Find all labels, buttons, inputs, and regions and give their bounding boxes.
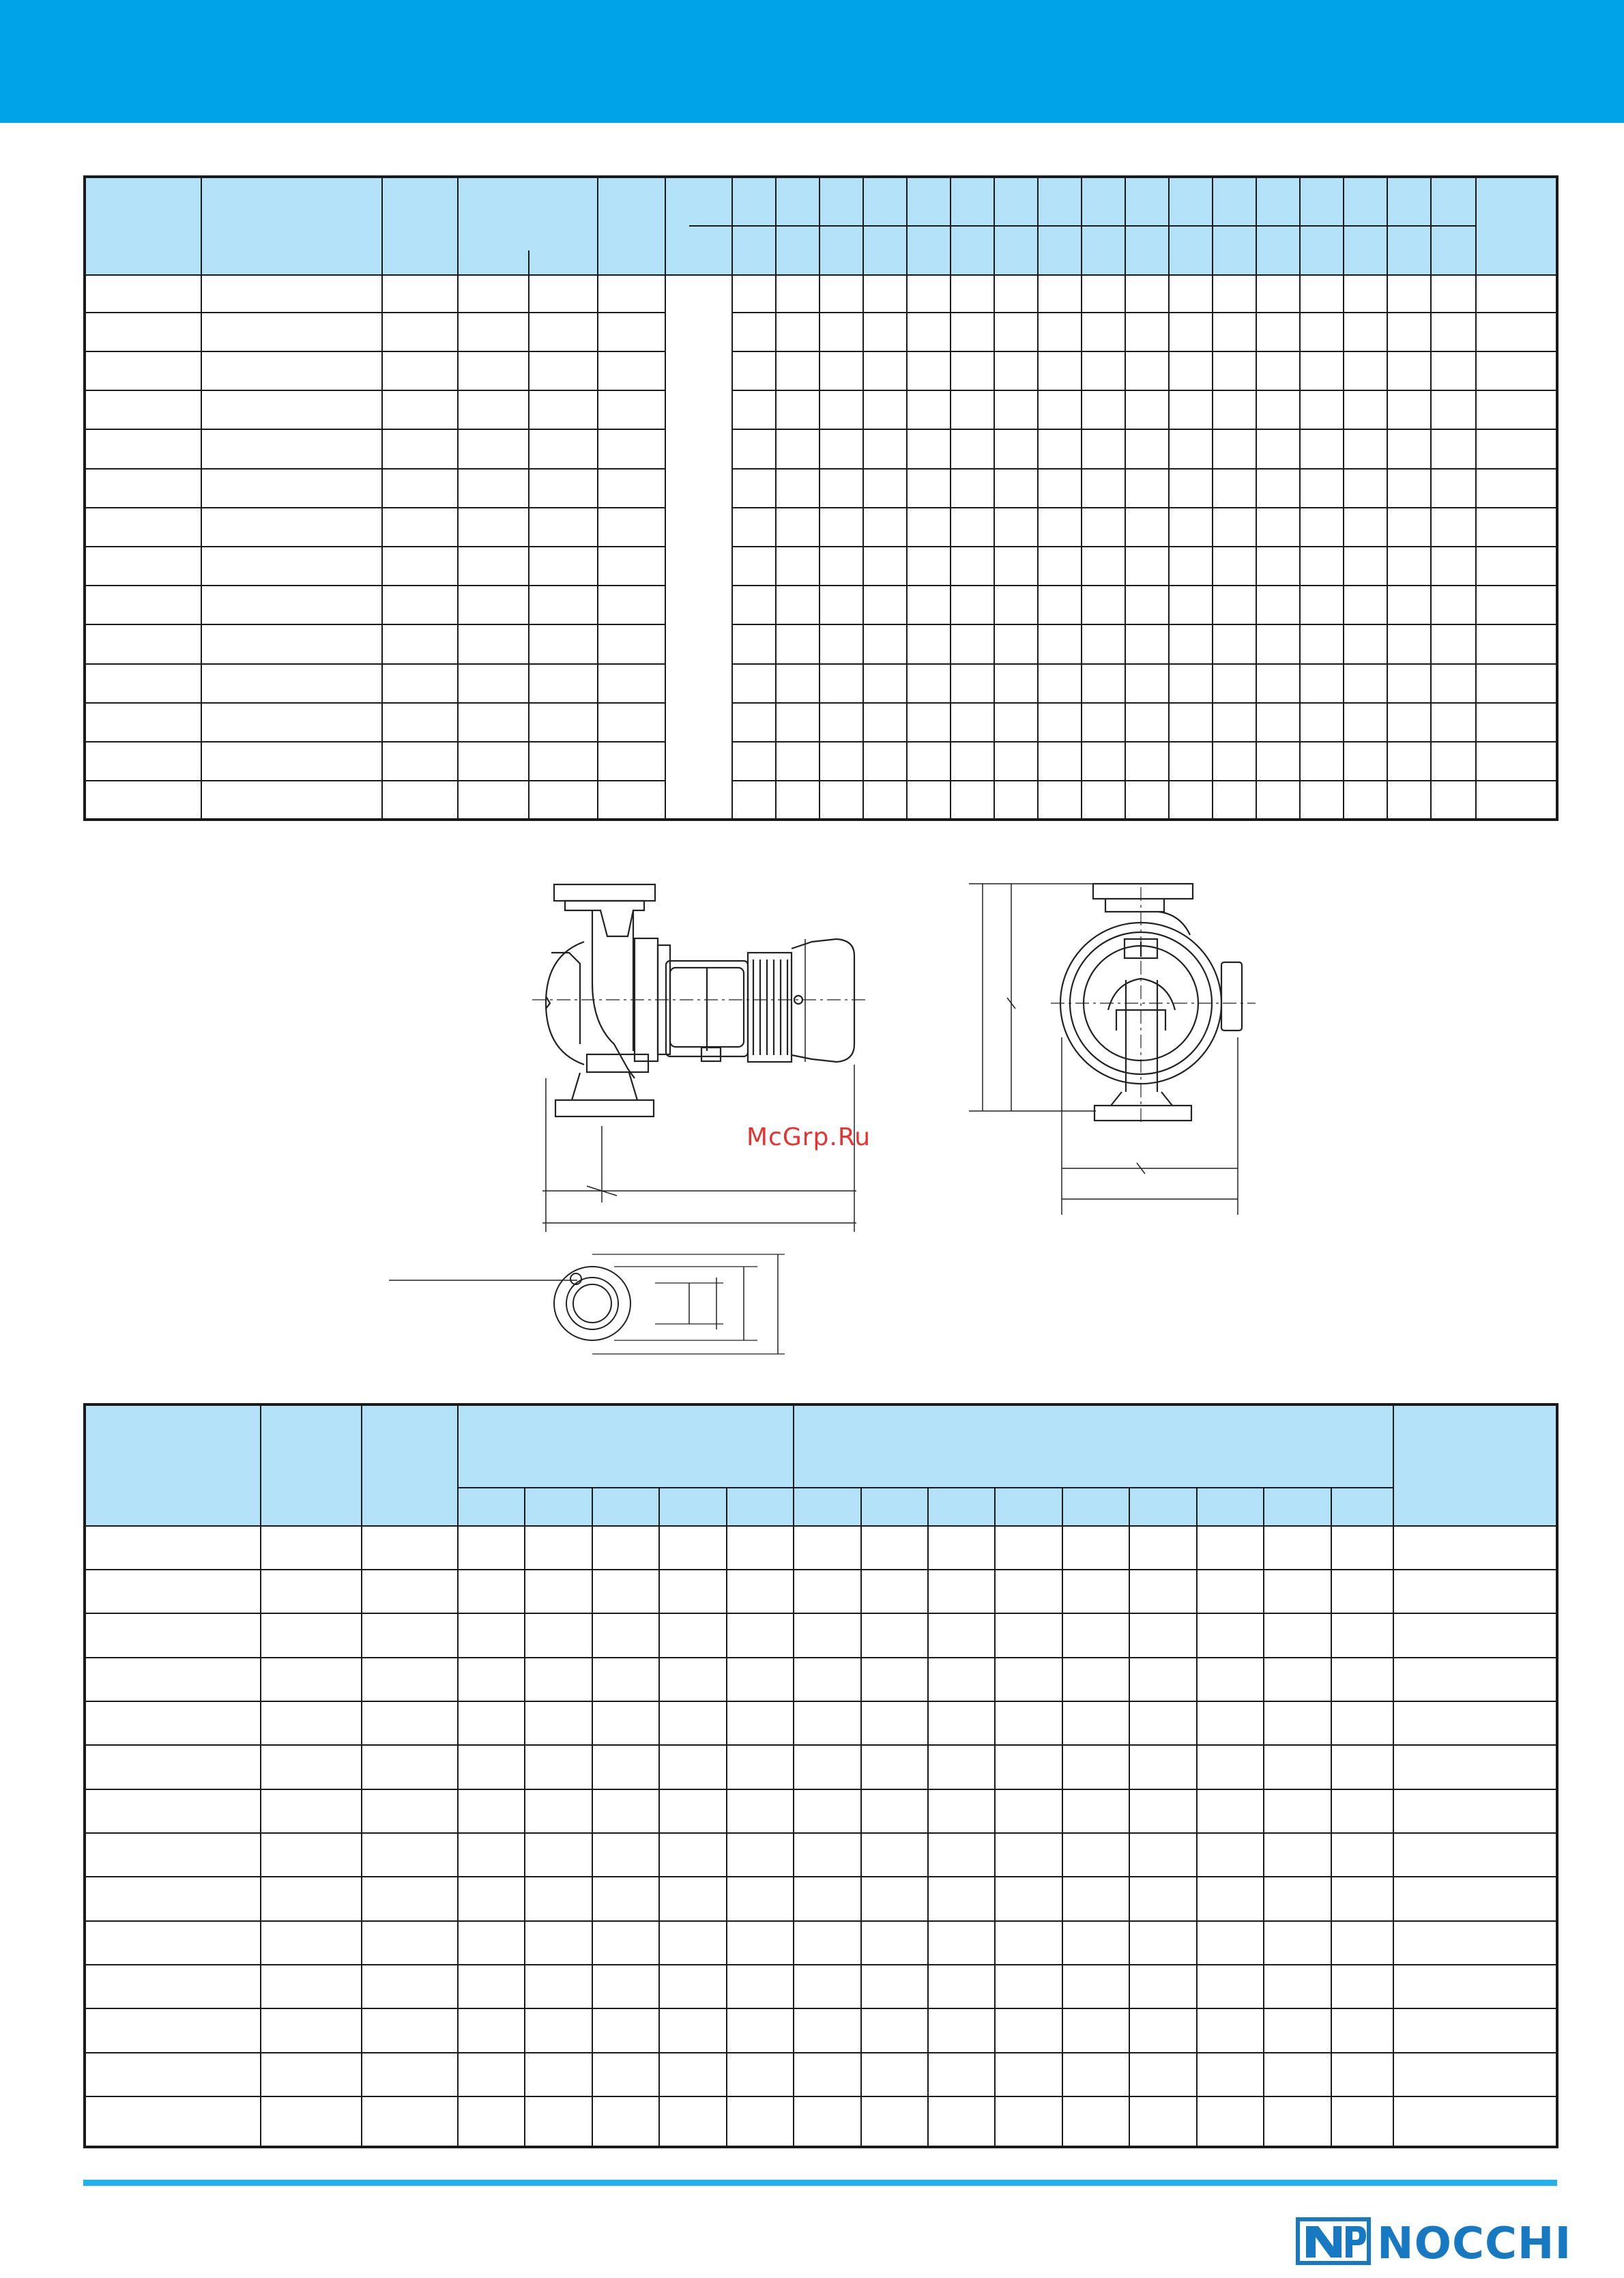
data-table-top: [83, 175, 1558, 821]
watermark-text: McGrp.Ru: [746, 1123, 871, 1151]
footer-rule: [83, 2180, 1557, 2186]
flange-detail: [389, 1254, 785, 1354]
brand-name: NOCCHI: [1377, 2219, 1572, 2269]
pump-drawings: [382, 867, 1269, 1372]
data-table-top-grid: [83, 175, 1558, 821]
pump-drawings-svg: [382, 867, 1269, 1372]
data-table-bottom-grid: [83, 1403, 1558, 2148]
pump-side-view: [532, 884, 867, 1232]
data-table-bottom: [83, 1403, 1558, 2148]
pump-front-view: [969, 884, 1256, 1215]
header-band: [0, 0, 1624, 123]
